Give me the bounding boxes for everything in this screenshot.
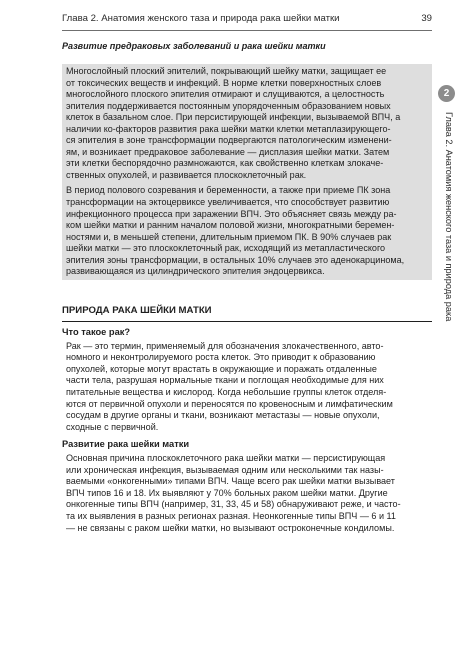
running-header [62,13,432,24]
subheading: Что такое рак? [62,326,131,337]
paragraph: В период полового созревания и беременности, а также при приеме ПК зона трансформации на эктоцервиксе увеличивается, что способствует развитию инфекционного процесса при заражении ВПЧ. Это объясняет связь между ра- ком шейки матки и ранним началом половой жизни, многократными беремен- ностями и, в меньшей степени, длительным приемом ПК. В 90% случаев рак шейки матки — это плоскоклеточный рак, исходящий из метапластического эпителия зоны трансформации, в остальных 10% случаев это аденокарцинома, развивающаяся из цилиндрического эпителия эндоцервикса. [66,185,405,277]
paragraph: Рак — это термин, применяемый для обозначения злокачественного, авто- номного и неконтролируемого роста клеток. Это приводит к образованию опухолей, которые могут врастать в окружающие и поражать отдаленные части тела, разрушая нормальные ткани и поглощая необходимые для них питательные вещества и кислород. Когда небольшие группы клеток отделя- ются от первичной опухоли и переносятся по кровеносным и лимфатическим сосудам в другие органы и ткани, возникают метастазы — новые опухоли, сходные с первичной. [66,340,393,432]
section-subtitle: Развитие предраковых заболеваний и рака шейки матки [62,41,326,51]
page-number: 39 [421,13,432,24]
subheading: Развитие рака шейки матки [62,439,190,450]
chapter-number-badge: 2 [438,85,455,102]
page-body [62,40,432,534]
chapter-title: Глава 2. Анатомия женского таза и природа рака шейки матки [62,13,340,24]
shaded-box [62,64,432,280]
side-chapter-label: Глава 2. Анатомия женского таза и природа рака [444,112,454,322]
section-divider [62,321,432,322]
header-divider [62,30,432,31]
paragraph: Многослойный плоский эпителий, покрывающий шейку матки, защищает ее от токсических веществ и инфекций. В норме клетки поверхностных слоев многослойного плоского эпителия отмирают и слущиваются, а целостность эпителия поддерживается постоянным упорядоченным образованием новых клеток в базальном слое. При персистирующей инфекции, вызываемой ВПЧ, а наличии ко-факторов развития рака шейки матки клетки метаплазирующего- ся эпителия в зоне трансформации подвергаются патологическим изменени- ям, и возникает предраковое заболевание — дисплазия шейки матки. Затем эти клетки беспорядочно размножаются, как свойственно клеткам злокаче- ственных опухолей, и развивается плоскоклеточный рак. [66,66,401,180]
section-heading: ПРИРОДА РАКА ШЕЙКИ МАТКИ [62,304,212,316]
paragraph: Основная причина плоскоклеточного рака шейки матки — персистирующая или хроническая инфекция, вызываемая одним или несколькими так назы- ваемыми «онкогенными» типами ВПЧ. Чаще всего рак шейки матки вызывает ВПЧ типов 16 и 18. Их выявляют у 70% больных раком шейки матки. Другие онкогенные типы ВПЧ (например, 31, 33, 45 и 58) обнаруживают реже, и часто- та их выявления в разных регионах разная. Неонкогенные типы ВПЧ — 6 и 11 — не связаны с раком шейки матки, но вызывают остроконечные кондиломы. [66,453,401,533]
